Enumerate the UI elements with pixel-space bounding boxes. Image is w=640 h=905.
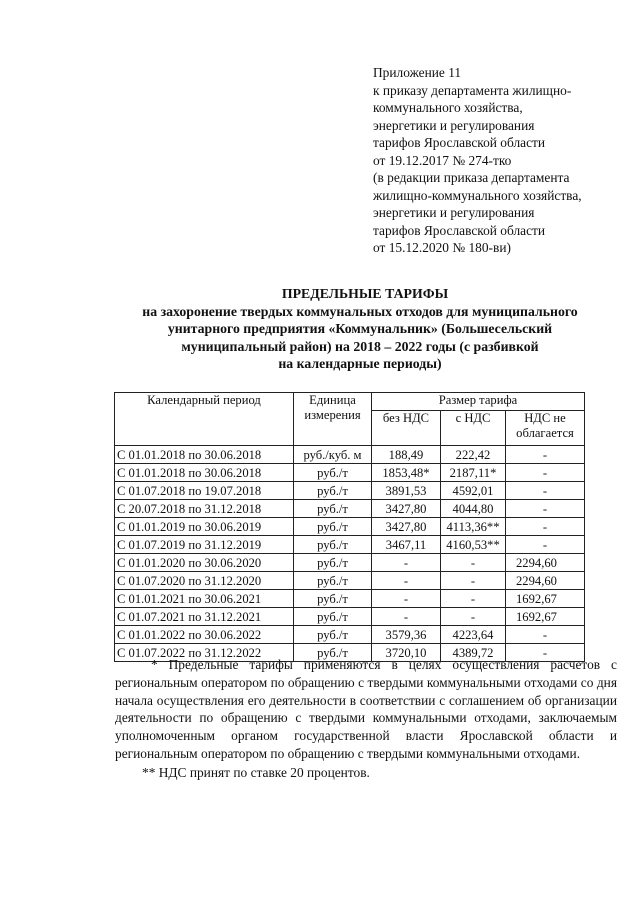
cell-period: С 01.07.2018 по 19.07.2018 xyxy=(115,482,294,500)
cell-without-vat: - xyxy=(372,554,441,572)
cell-period: С 01.07.2022 по 31.12.2022 xyxy=(115,644,294,662)
cell-with-vat: - xyxy=(441,608,506,626)
tariff-table xyxy=(114,392,585,662)
cell-without-vat: 3891,53 xyxy=(372,482,441,500)
table-row xyxy=(115,626,585,644)
table-row xyxy=(115,554,585,572)
cell-unit: руб./т xyxy=(294,464,372,482)
tariff-table-body xyxy=(115,446,585,662)
cell-with-vat: 4044,80 xyxy=(441,500,506,518)
cell-with-vat: 4592,01 xyxy=(441,482,506,500)
cell-unit: руб./т xyxy=(294,572,372,590)
table-row xyxy=(115,608,585,626)
appendix-line: тарифов Ярославской области xyxy=(373,135,546,150)
cell-no-vat: 2294,60 xyxy=(506,554,585,572)
cell-unit: руб./т xyxy=(294,554,372,572)
cell-with-vat: - xyxy=(441,590,506,608)
cell-with-vat: 4389,72 xyxy=(441,644,506,662)
cell-with-vat: 222,42 xyxy=(441,446,506,464)
cell-period: С 01.01.2019 по 30.06.2019 xyxy=(115,518,294,536)
header-period: Календарный период xyxy=(115,393,294,446)
appendix-line: коммунального хозяйства, xyxy=(373,100,523,115)
appendix-line: Приложение 11 xyxy=(373,65,462,80)
appendix-line: тарифов Ярославской области xyxy=(373,222,546,238)
cell-without-vat: 1853,48* xyxy=(372,464,441,482)
header-without-vat: без НДС xyxy=(372,411,441,446)
cell-without-vat: 3427,80 xyxy=(372,518,441,536)
appendix-line: энергетики и регулирования xyxy=(373,117,535,133)
cell-period: С 01.01.2022 по 30.06.2022 xyxy=(115,626,294,644)
cell-unit: руб./т xyxy=(294,626,372,644)
footnote-vat-rate: ** НДС принят по ставке 20 процентов. xyxy=(142,764,370,780)
cell-period: С 01.01.2020 по 30.06.2020 xyxy=(115,554,294,572)
cell-period: С 01.07.2021 по 31.12.2021 xyxy=(115,608,294,626)
title-line: муниципальный район) на 2018 – 2022 годы (с разбивкой xyxy=(181,338,539,354)
appendix-line: (в редакции приказа департамента xyxy=(373,170,570,185)
title-line: унитарного предприятия «Коммунальник» (Большесельский xyxy=(167,321,553,336)
cell-without-vat: - xyxy=(372,608,441,626)
cell-without-vat: - xyxy=(372,590,441,608)
title-main: ПРЕДЕЛЬНЫЕ ТАРИФЫ xyxy=(281,286,449,301)
cell-with-vat: - xyxy=(441,572,506,590)
table-row xyxy=(115,446,585,464)
footnotes xyxy=(115,656,617,782)
cell-period: С 01.07.2019 по 31.12.2019 xyxy=(115,536,294,554)
cell-without-vat: 3720,10 xyxy=(372,644,441,662)
cell-unit: руб./куб. м xyxy=(294,446,372,464)
appendix-line: от 15.12.2020 № 180-ви) xyxy=(373,240,511,255)
cell-without-vat: - xyxy=(372,572,441,590)
cell-with-vat: 4160,53** xyxy=(441,536,506,554)
appendix-line: энергетики и регулирования xyxy=(373,205,535,220)
cell-no-vat: 1692,67 xyxy=(506,590,585,608)
cell-with-vat: - xyxy=(441,554,506,572)
cell-unit: руб./т xyxy=(294,608,372,626)
cell-without-vat: 188,49 xyxy=(372,446,441,464)
cell-with-vat: 4113,36** xyxy=(441,518,506,536)
header-no-vat: НДС не облагается xyxy=(506,411,585,446)
cell-no-vat: - xyxy=(506,482,585,500)
cell-unit: руб./т xyxy=(294,644,372,662)
table-row xyxy=(115,500,585,518)
header-unit: Единица измерения xyxy=(294,393,372,446)
cell-period: С 01.01.2018 по 30.06.2018 xyxy=(115,446,294,464)
cell-no-vat: - xyxy=(506,536,585,554)
footnote-tariff-application: * Предельные тарифы применяются в целях осуществления расчетов с региональным оператором по обращению с твердыми коммунальными отходами со дня начала осуществления его деятельности в соответствии с соглашением об организации деятельности по обращению с твердыми коммунальными отходами, заключаемым уполномоченным органом государственной власти Ярославской области и региональным оператором по обращению с твердыми коммунальными отходами. xyxy=(115,657,617,761)
cell-with-vat: 4223,64 xyxy=(441,626,506,644)
title-line: на захоронение твердых коммунальных отходов для муниципального xyxy=(142,303,578,319)
table-row xyxy=(115,482,585,500)
cell-no-vat: - xyxy=(506,446,585,464)
cell-with-vat: 2187,11* xyxy=(441,464,506,482)
cell-period: С 01.01.2018 по 30.06.2018 xyxy=(115,464,294,482)
table-row xyxy=(115,518,585,536)
appendix-line: к приказу департамента жилищно- xyxy=(373,82,572,98)
cell-unit: руб./т xyxy=(294,536,372,554)
appendix-line: жилищно-коммунального хозяйства, xyxy=(373,187,582,203)
table-row xyxy=(115,536,585,554)
cell-no-vat: - xyxy=(506,518,585,536)
cell-no-vat: - xyxy=(506,500,585,518)
document-title xyxy=(0,285,640,373)
cell-no-vat: - xyxy=(506,626,585,644)
cell-unit: руб./т xyxy=(294,500,372,518)
cell-unit: руб./т xyxy=(294,590,372,608)
title-line: на календарные периоды) xyxy=(278,356,442,371)
table-row xyxy=(115,464,585,482)
cell-period: С 01.01.2021 по 30.06.2021 xyxy=(115,590,294,608)
cell-no-vat: 1692,67 xyxy=(506,608,585,626)
cell-no-vat: 2294,60 xyxy=(506,572,585,590)
cell-without-vat: 3427,80 xyxy=(372,500,441,518)
cell-no-vat: - xyxy=(506,644,585,662)
cell-without-vat: 3467,11 xyxy=(372,536,441,554)
cell-unit: руб./т xyxy=(294,518,372,536)
table-row xyxy=(115,590,585,608)
cell-no-vat: - xyxy=(506,464,585,482)
cell-without-vat: 3579,36 xyxy=(372,626,441,644)
cell-unit: руб./т xyxy=(294,482,372,500)
table-row xyxy=(115,572,585,590)
appendix-header xyxy=(373,64,582,257)
header-tariff-size: Размер тарифа xyxy=(372,393,585,411)
cell-period: С 01.07.2020 по 31.12.2020 xyxy=(115,572,294,590)
header-with-vat: с НДС xyxy=(441,411,506,446)
cell-period: С 20.07.2018 по 31.12.2018 xyxy=(115,500,294,518)
appendix-line: от 19.12.2017 № 274-тко xyxy=(373,152,512,168)
